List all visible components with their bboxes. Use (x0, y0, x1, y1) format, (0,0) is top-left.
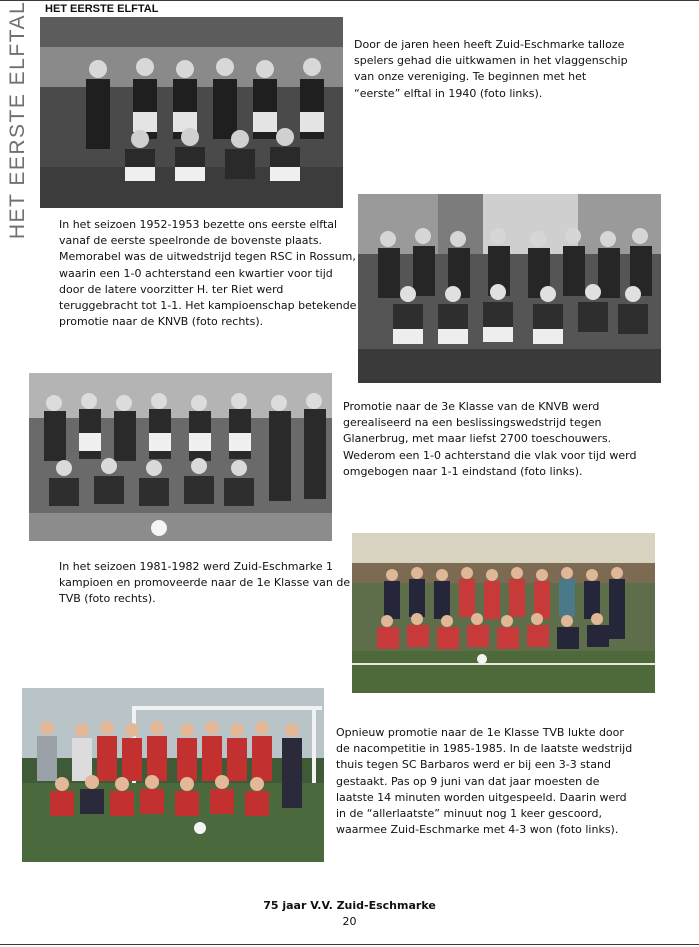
paragraph-line: Door de jaren heen heeft Zuid-Eschmarke talloze (354, 38, 625, 51)
team-photo-1985 (22, 688, 324, 862)
section-title: HET EERSTE ELFTAL (45, 3, 159, 15)
paragraph-line: waarin een 1-0 achterstand een kwartier voor tijd (59, 266, 333, 280)
top-border (0, 0, 699, 1)
paragraph-1985 (336, 725, 632, 838)
paragraph-line: In het seizoen 1952-1953 bezette ons eerste elftal (59, 218, 338, 231)
paragraph-line: waarmee Zuid-Eschmarke met 4-3 won (foto links). (336, 823, 619, 837)
paragraph-line: “eerste” elftal in 1940 (foto links). (354, 86, 543, 100)
paragraph-line: omgebogen naar 1-1 eindstand (foto links). (343, 464, 583, 478)
paragraph-promotion-3e-klasse (343, 399, 636, 480)
paragraph-line: in de “allerlaatste” minuut nog 1 keer gescoord, (336, 807, 602, 821)
paragraph-line: Memorabel was de uitwedstrijd tegen RSC in Rossum, (59, 250, 356, 264)
paragraph-line: gestaakt. Pas op 9 juni van dat jaar moesten de (336, 774, 600, 788)
paragraph-line: laatste 14 minuten worden uitgespeeld. Daarin werd (336, 790, 627, 804)
paragraph-line: van onze vereniging. Te beginnen met het (354, 70, 587, 84)
paragraph-1953 (59, 217, 356, 330)
side-title (5, 0, 31, 240)
page-number: 20 (342, 915, 357, 928)
paragraph-line: teruggebracht tot 1-1. Het kampioenschap betekende (59, 299, 357, 313)
paragraph-line: vanaf de eerste speelronde de bovenste plaats. (59, 234, 323, 248)
footer-title: 75 jaar V.V. Zuid-Eschmarke (263, 899, 436, 912)
paragraph-line: gerealiseerd na een beslissingswedstrijd tegen (343, 416, 602, 430)
paragraph-1940 (354, 37, 628, 102)
paragraph-line: Glanerbrug, met maar liefst 2700 toeschouwers. (343, 432, 612, 446)
paragraph-line: door de latere voorzitter H. ter Riet werd (59, 282, 284, 296)
paragraph-line: Wederom een 1-0 achterstand die vlak voor tijd werd (343, 448, 637, 462)
paragraph-line: thuis tegen SC Barbaros werd er bij een 3-3 stand (336, 758, 611, 772)
paragraph-line: TVB (foto rechts). (59, 592, 156, 606)
team-photo-promotion-3e-klasse (29, 373, 332, 541)
paragraph-line: spelers gehad die uitkwamen in het vlaggenschip (354, 54, 628, 68)
paragraph-line: kampioen en promoveerde naar de 1e Klasse van de (59, 576, 351, 590)
paragraph-line: de nacompetitie in 1985-1985. In de laatste wedstrijd (336, 742, 633, 756)
paragraph-line: Promotie naar de 3e Klasse van de KNVB werd (343, 400, 600, 413)
paragraph-line: Opnieuw promotie naar de 1e Klasse TVB lukte door (336, 726, 624, 739)
paragraph-line: promotie naar de KNVB (foto rechts). (59, 315, 264, 329)
team-photo-1940 (40, 17, 343, 208)
paragraph-1982 (59, 559, 350, 608)
team-photo-1953 (358, 194, 661, 383)
side-title-text: HET EERSTE ELFTAL (6, 0, 29, 240)
team-photo-1982 (352, 533, 655, 693)
paragraph-line: In het seizoen 1981-1982 werd Zuid-Eschmarke 1 (59, 560, 334, 573)
bottom-border (0, 944, 699, 945)
